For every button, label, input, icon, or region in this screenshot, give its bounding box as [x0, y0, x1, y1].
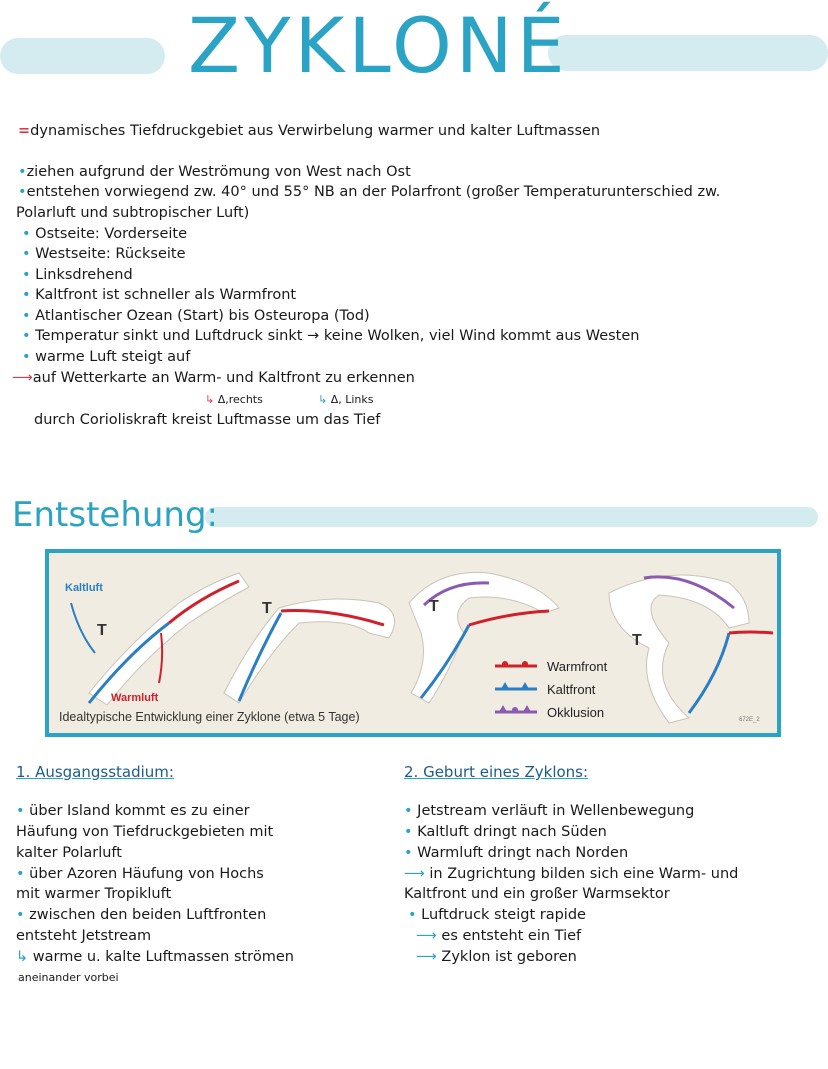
intro-point: • Kaltfront ist schneller als Warmfront — [22, 287, 297, 303]
label-cold-air: Kaltluft — [65, 582, 103, 594]
cloud-band — [609, 575, 749, 723]
legend-occlusion: Okklusion — [547, 705, 605, 720]
stage2-line: ⟶ Zyklon ist geboren — [416, 949, 577, 965]
low-symbol: T — [429, 598, 439, 615]
intro-point: • Temperatur sinkt und Luftdruck sinkt → keine Wolken, viel Wind kommt aus Westen — [22, 328, 640, 344]
diagram-caption: Idealtypische Entwicklung einer Zyklone (etwa 5 Tage) — [59, 710, 360, 724]
stage2-line: • Jetstream verläuft in Wellenbewegung — [404, 803, 695, 819]
intro-point: • Atlantischer Ozean (Start) bis Osteuropa (Tod) — [22, 308, 370, 324]
front-note-cold: ↳ Δ, Links — [318, 393, 374, 406]
low-symbol: T — [262, 600, 272, 617]
cyclone-diagram — [45, 549, 781, 737]
intro-point: • Westseite: Rückseite — [22, 246, 186, 262]
cloud-band — [89, 573, 249, 705]
arrow-icon: ⟶ — [404, 866, 425, 882]
section-bar — [205, 507, 818, 527]
cloud-band — [224, 599, 395, 703]
label-warm-air: Warmluft — [111, 692, 159, 704]
arrow-icon: ⟶ — [416, 949, 437, 965]
stage2-line: ⟶ es entsteht ein Tief — [416, 928, 582, 944]
cold-air-arrow — [71, 603, 95, 653]
warm-front-line — [469, 611, 549, 625]
stage1-line: ↳ warme u. kalte Luftmassen strömen — [16, 949, 294, 965]
stage2-line: • Warmluft dringt nach Norden — [404, 845, 629, 861]
diagram-code: 672E_2 — [739, 717, 760, 723]
definition-line — [18, 121, 600, 141]
stage1-line: • über Island kommt es zu einer — [16, 803, 250, 819]
stage2-line: Kaltfront und ein großer Warmsektor — [404, 886, 670, 902]
stage2-line: • Kaltluft dringt nach Süden — [404, 824, 607, 840]
definition-text: dynamisches Tiefdruckgebiet aus Verwirbelung warmer und kalter Luftmassen — [30, 123, 601, 139]
stage1-line: • über Azoren Häufung von Hochs — [16, 866, 264, 882]
stage1-line: mit warmer Tropikluft — [16, 886, 172, 902]
intro-point-cont: Polarluft und subtropischer Luft) — [16, 205, 250, 221]
definition-marker: = — [18, 123, 31, 139]
arrow-icon: ⟶ — [416, 928, 437, 944]
low-symbol: T — [97, 622, 107, 639]
page-title: ZYKLONÉ — [188, 1, 569, 90]
intro-point: •entstehen vorwiegend zw. 40° und 55° NB an der Polarfront (großer Temperaturunterschied zw. — [18, 184, 721, 200]
low-symbol: T — [632, 632, 642, 649]
stage2-heading: 2. Geburt eines Zyklons: — [404, 763, 589, 781]
stage1-line: Häufung von Tiefdruckgebieten mit — [16, 824, 274, 840]
arrow-icon: ↳ — [16, 949, 29, 965]
intro-point: ⟶auf Wetterkarte an Warm- und Kaltfront zu erkennen — [12, 370, 415, 386]
intro-point: • Linksdrehend — [22, 267, 133, 283]
stage1-line: entsteht Jetstream — [16, 928, 152, 944]
legend-warm: Warmfront — [547, 659, 608, 674]
cold-front-line — [689, 633, 729, 713]
stage2-line: ⟶ in Zugrichtung bilden sich eine Warm- und — [404, 866, 739, 882]
intro-point: • warme Luft steigt auf — [22, 349, 191, 365]
front-note-warm: ↳ Δ,rechts — [205, 393, 263, 406]
legend-cold: Kaltfront — [547, 682, 596, 697]
stage2-line: • Luftdruck steigt rapide — [408, 907, 586, 923]
temp-result: keine Wolken, viel Wind kommt aus Westen — [323, 328, 640, 344]
intro-point: durch Corioliskraft kreist Luftmasse um das Tief — [34, 412, 381, 428]
warm-front-line — [729, 632, 773, 633]
stage1-line: kalter Polarluft — [16, 845, 122, 861]
title-bar-right — [548, 35, 828, 71]
stage1-line: aneinander vorbei — [18, 971, 119, 984]
stage1-line: • zwischen den beiden Luftfronten — [16, 907, 267, 923]
intro-point: •ziehen aufgrund der Weströmung von West nach Ost — [18, 164, 411, 180]
intro-point: • Ostseite: Vorderseite — [22, 226, 187, 242]
arrow-icon: ⟶ — [12, 370, 33, 386]
stage1-heading: 1. Ausgangsstadium: — [16, 763, 174, 781]
title-bar-left — [0, 38, 165, 74]
section-heading: Entstehung: — [12, 495, 219, 535]
